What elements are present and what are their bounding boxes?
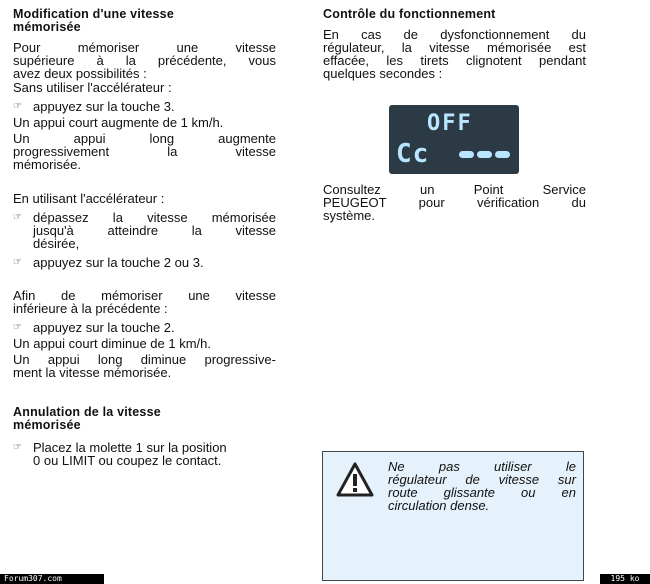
bullet-exceed-speed: ☞ dépassez la vitesse mémorisée jusqu'à atteindre la vitesse désirée, (13, 210, 276, 251)
right-column (323, 8, 586, 80)
paragraph-intro-end: avez deux possibilités : (13, 66, 147, 81)
display-cc-text: Cc (396, 139, 430, 169)
paragraph-service: Consultez un Point Service PEUGEOT pour vérification du (323, 182, 586, 210)
cruise-display (389, 105, 519, 174)
bullet-key-2: ☞ appuyez sur la touche 2. (13, 320, 175, 335)
bullet-cancel: ☞ Placez la molette 1 sur la position 0 ou LIMIT ou coupez le contact. (13, 440, 227, 468)
paragraph-intro: Pour mémoriser une vitesse supérieure à la précédente, vous (13, 40, 276, 68)
warning-box (322, 451, 584, 581)
pointing-hand-icon: ☞ (13, 442, 22, 453)
dash (477, 151, 492, 158)
warning-text: Ne pas utiliser le régulateur de vitesse sur route glissante ou en circulation dense. (388, 459, 576, 513)
warning-triangle-icon (336, 462, 374, 498)
pointing-hand-icon: ☞ (13, 212, 22, 223)
heading-control: Contrôle du fonctionnement (323, 7, 496, 21)
bullet-key-3: ☞ appuyez sur la touche 3. (13, 99, 175, 114)
paragraph-lower-speed-end: inférieure à la précédente : (13, 301, 168, 316)
service-paragraph-block (323, 183, 586, 222)
paragraph-long-press-down: Un appui long diminue progressive- (13, 352, 276, 367)
dash (495, 151, 510, 158)
paragraph-short-press-down: Un appui court diminue de 1 km/h. (13, 336, 211, 351)
paragraph-short-press-up: Un appui court augmente de 1 km/h. (13, 115, 224, 130)
display-dashes (459, 151, 510, 158)
pointing-hand-icon: ☞ (13, 322, 22, 333)
paragraph-with-accel: En utilisant l'accélérateur : (13, 191, 165, 206)
bullet-key-2-or-3: ☞ appuyez sur la touche 2 ou 3. (13, 255, 204, 270)
footer-size: 195 ko (600, 574, 650, 584)
paragraph-service-end: système. (323, 208, 376, 223)
left-column (13, 8, 276, 467)
pointing-hand-icon: ☞ (13, 257, 22, 268)
paragraph-malfunction-end: quelques secondes : (323, 66, 443, 81)
paragraph-long-press-up: Un appui long augmente progressivement la vitesse (13, 131, 276, 159)
paragraph-malfunction: En cas de dysfonctionnement du régulateur, la vitesse mémorisée est effacée, les tirets clignotent pendant (323, 27, 586, 68)
paragraph-long-press-down-end: ment la vitesse mémorisée. (13, 365, 172, 380)
dash (459, 151, 474, 158)
paragraph-without-accel: Sans utiliser l'accélérateur : (13, 80, 172, 95)
heading-cancel: Annulation de la vitesse mémorisée (13, 405, 161, 432)
paragraph-long-press-up-end: mémorisée. (13, 157, 81, 172)
paragraph-lower-speed: Afin de mémoriser une vitesse (13, 288, 276, 303)
footer-source: Forum307.com (0, 574, 104, 584)
pointing-hand-icon: ☞ (13, 101, 22, 112)
heading-modification: Modification d'une vitesse mémorisée (13, 7, 174, 34)
display-off-text: OFF (427, 111, 473, 136)
